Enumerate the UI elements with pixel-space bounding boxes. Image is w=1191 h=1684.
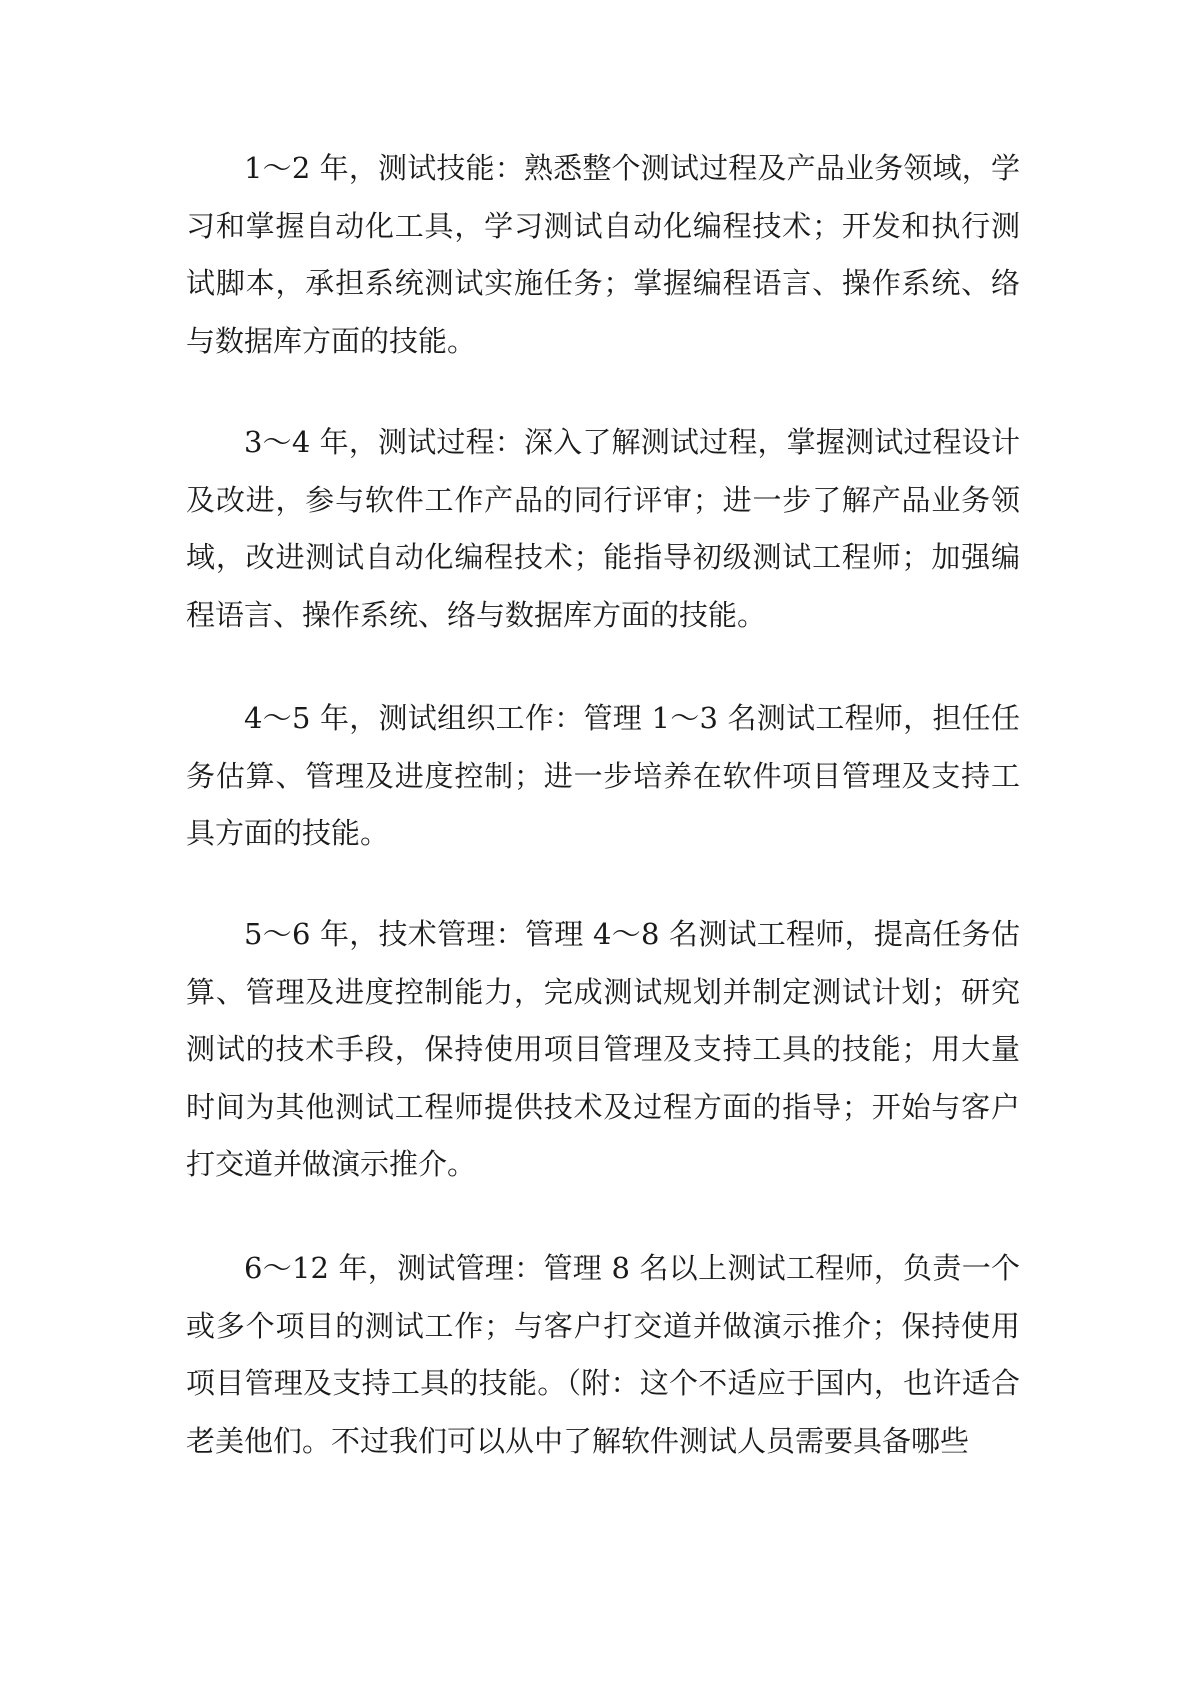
paragraph-3-4-years: 3～4 年，测试过程：深入了解测试过程，掌握测试过程设计及改进，参与软件工作产品的同行评审；进一步了解产品业务领域，改进测试自动化编程技术；能指导初级测试工程师；加强编程语言、操作系统、络与数据库方面的技能。 (186, 425, 1020, 632)
paragraph-4-5-years: 4～5 年，测试组织工作：管理 1～3 名测试工程师，担任任务估算、管理及进度控制；进一步培养在软件项目管理及支持工具方面的技能。 (186, 701, 1020, 850)
paragraph-6-12-years: 6～12 年，测试管理：管理 8 名以上测试工程师，负责一个或多个项目的测试工作；与客户打交道并做演示推介；保持使用项目管理及支持工具的技能。（附：这个不适应于国内，也许适合老美他们。不过我们可以从中了解软件测试人员需要具备哪些 (186, 1251, 1020, 1458)
paragraph-5-6-years: 5～6 年，技术管理：管理 4～8 名测试工程师，提高任务估算、管理及进度控制能力，完成测试规划并制定测试计划；研究测试的技术手段，保持使用项目管理及支持工具的技能；用大量时间为其他测试工程师提供技术及过程方面的指导；开始与客户打交道并做演示推介。 (186, 917, 1020, 1181)
paragraph-1-2-years: 1～2 年，测试技能：熟悉整个测试过程及产品业务领域，学习和掌握自动化工具，学习测试自动化编程技术；开发和执行测试脚本，承担系统测试实施任务；掌握编程语言、操作系统、络与数据库方面的技能。 (186, 151, 1020, 358)
